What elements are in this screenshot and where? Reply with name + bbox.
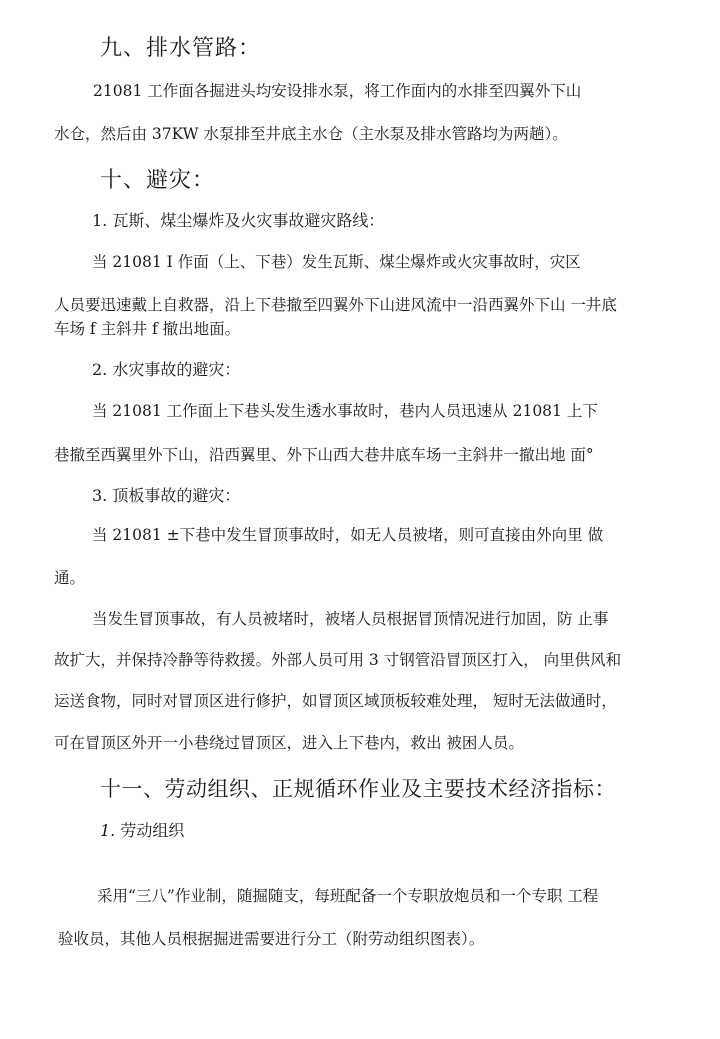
section-11-paragraph-line-2: 验收员，其他人员根据掘进需要进行分工（附劳动组织图表）。 xyxy=(58,930,485,948)
section-11-subheading-1-number: 1. xyxy=(100,821,116,840)
section-10-sub1-line-2: 人员要迅速戴上自救器，沿上下巷撤至四翼外下山进风流中一沿西翼外下山 一井底 xyxy=(54,296,617,314)
section-10-sub3-line-3: 当发生冒顶事故，有人员被堵时，被堵人员根据冒顶情况进行加固，防 止事 xyxy=(92,610,609,628)
section-10-sub1-line-1: 当 21081 I 作面（上、下巷）发生瓦斯、煤尘爆炸或火灾事故时，灾区 xyxy=(92,253,581,271)
section-11-subheading-1 xyxy=(100,823,184,839)
section-10-sub3-line-6: 可在冒顶区外开一小巷绕过冒顶区，进入上下巷内，救出 被困人员。 xyxy=(54,734,524,752)
section-10-subheading-1: 1. 瓦斯、煤尘爆炸及火灾事故避灾路线： xyxy=(92,211,385,230)
section-10-sub3-line-2: 通。 xyxy=(54,569,86,587)
section-9-paragraph-line-1: 21081 工作面各掘进头均安设排水泵，将工作面内的水排至四翼外下山 xyxy=(93,82,582,100)
section-10-sub2-line-1: 当 21081 工作面上下巷头发生透水事故时，巷内人员迅速从 21081 上下 xyxy=(92,402,598,420)
section-10-sub2-line-2: 巷撤至西翼里外下山，沿西翼里、外下山西大巷井底车场一主斜井一撤出地 面° xyxy=(54,446,594,464)
section-9-paragraph-line-2: 水仓，然后由 37KW 水泵排至井底主水仓（主水泵及排水管路均为两趟）。 xyxy=(54,125,568,143)
section-10-subheading-3: 3. 顶板事故的避灾： xyxy=(92,486,241,505)
section-11-heading: 十一、劳动组织、正规循环作业及主要技术经济指标： xyxy=(100,777,616,801)
section-9-heading: 九、排水管路： xyxy=(100,36,262,61)
section-11-subheading-1-label: 劳动组织 xyxy=(120,821,185,840)
section-10-sub1-line-3: 车场 f 主斜井 f 撤出地面。 xyxy=(54,320,241,338)
section-10-sub3-line-1: 当 21081 ±下巷中发生冒顶事故时，如无人员被堵，则可直接由外向里 做 xyxy=(92,526,604,544)
section-10-sub3-line-5: 运送食物，同时对冒顶区进行修护，如冒顶区域顶板较难处理， 短时无法做通时， xyxy=(54,692,617,710)
section-10-sub3-line-4: 故扩大，并保持冷静等待救援。外部人员可用 3 寸钢管沿冒顶区打入， 向里供风和 xyxy=(54,651,622,669)
section-10-subheading-2: 2. 水灾事故的避灾： xyxy=(92,360,241,379)
section-10-heading: 十、避灾： xyxy=(100,168,216,193)
section-11-paragraph-line-1: 采用“三八”作业制，随掘随支，每班配备一个专职放炮员和一个专职 工程 xyxy=(97,887,599,905)
